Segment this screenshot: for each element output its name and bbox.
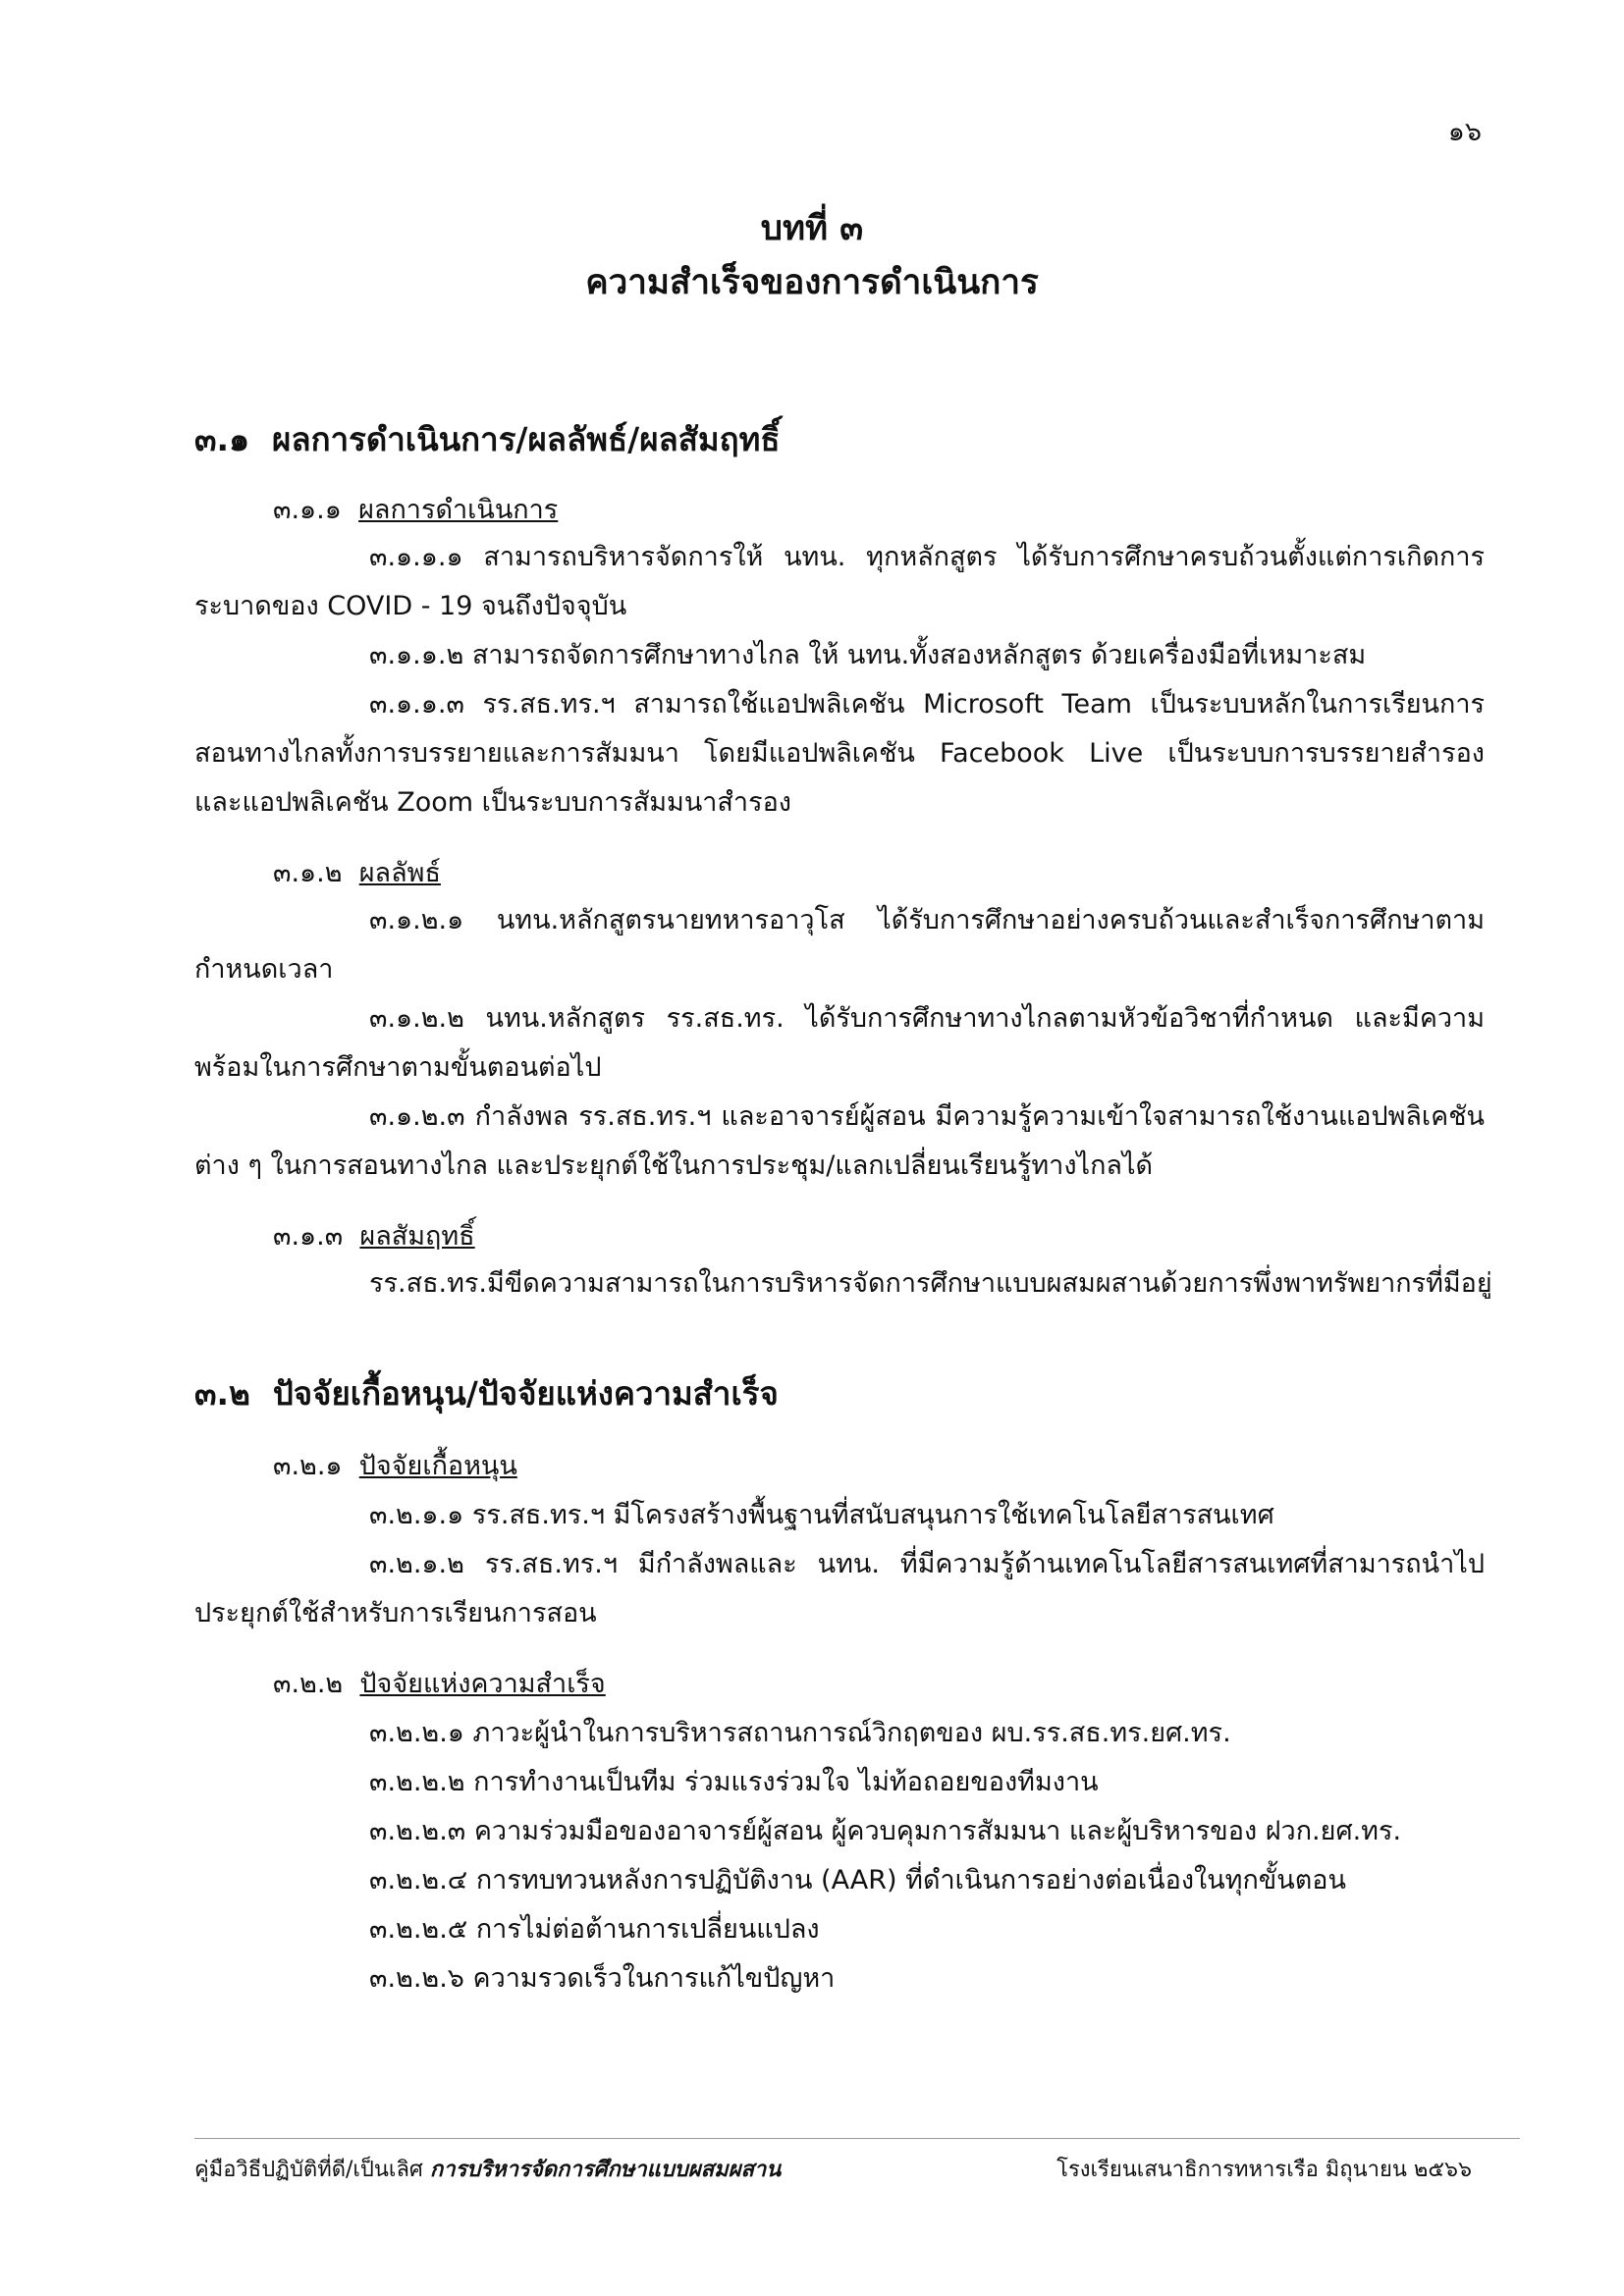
chapter-title: บทที่ ๓	[760, 209, 864, 248]
footer-left	[194, 2152, 781, 2186]
section-number: ๓.๑	[194, 420, 250, 458]
paragraph-line: ๓.๒.๑.๒ รร.สธ.ทร.ฯ มีกำลังพลและ นทน. ที่มีความรู้ด้านเทคโนโลยีสารสนเทศที่สามารถนำไป	[369, 1549, 1485, 1579]
page-number: ๑๖	[1447, 117, 1482, 147]
subsection-3-2-2-heading	[273, 1665, 606, 1704]
paragraph-line: ๓.๑.๑.๑ สามารถบริหารจัดการให้ นทน. ทุกหลักสูตร ได้รับการศึกษาครบถ้วนตั้งแต่การเกิดการ	[369, 542, 1485, 572]
footer-left-emphasis: การบริหารจัดการศึกษาแบบผสมผสาน	[429, 2158, 782, 2182]
paragraph-line: กำหนดเวลา	[194, 954, 334, 985]
paragraph-line: ระบาดของ COVID - 19 จนถึงปัจจุบัน	[194, 591, 627, 621]
subsection-number: ๓.๑.๑	[273, 495, 342, 525]
subsection-number: ๓.๒.๒	[273, 1669, 344, 1699]
paragraph-line: ๓.๑.๑.๓ รร.สธ.ทร.ฯ สามารถใช้แอปพลิเคชัน Microsoft Team เป็นระบบหลักในการเรียนการ	[369, 689, 1485, 720]
paragraph-line: ประยุกต์ใช้สำหรับการเรียนการสอน	[194, 1598, 597, 1629]
subsection-3-1-1-heading	[273, 491, 558, 530]
list-item: ๓.๒.๒.๓ ความร่วมมือของอาจารย์ผู้สอน ผู้ควบคุมการสัมมนา และผู้บริหารของ ฝวก.ยศ.ทร.	[369, 1816, 1402, 1846]
list-item: ๓.๒.๒.๖ ความรวดเร็วในการแก้ไขปัญหา	[369, 1963, 836, 1994]
chapter-subtitle: ความสำเร็จของการดำเนินการ	[585, 263, 1039, 302]
subsection-number: ๓.๒.๑	[273, 1451, 343, 1481]
section-title: ผลการดำเนินการ/ผลลัพธ์/ผลสัมฤทธิ์	[272, 420, 781, 458]
list-item: ๓.๒.๒.๔ การทบทวนหลังการปฏิบัติงาน (AAR) ที่ดำเนินการอย่างต่อเนื่องในทุกขั้นตอน	[369, 1865, 1346, 1896]
footer-left-text: คู่มือวิธีปฏิบัติที่ดี/เป็นเลิศ	[194, 2158, 430, 2182]
subsection-number: ๓.๑.๒	[273, 858, 343, 888]
footer-divider	[194, 2138, 1520, 2139]
list-item: ๓.๒.๒.๕ การไม่ต่อต้านการเปลี่ยนแปลง	[369, 1914, 820, 1945]
section-title: ปัจจัยเกื้อหนุน/ปัจจัยแห่งความสำเร็จ	[272, 1374, 779, 1413]
subsection-3-2-1-heading	[273, 1447, 517, 1486]
section-3-1-heading	[194, 420, 781, 459]
subsection-title: ผลการดำเนินการ	[358, 495, 559, 525]
subsection-3-1-3-heading	[273, 1217, 475, 1256]
subsection-title: ผลสัมฤทธิ์	[359, 1221, 475, 1252]
paragraph-line: ต่าง ๆ ในการสอนทางไกล และประยุกต์ใช้ในการประชุม/แลกเปลี่ยนเรียนรู้ทางไกลได้	[194, 1150, 1154, 1181]
footer-right: โรงเรียนเสนาธิการทหารเรือ มิถุนายน ๒๕๖๖	[1056, 2158, 1472, 2182]
paragraph-line: ๓.๑.๑.๒ สามารถจัดการศึกษาทางไกล ให้ นทน.ทั้งสองหลักสูตร ด้วยเครื่องมือที่เหมาะสม	[369, 640, 1367, 670]
subsection-title: ปัจจัยแห่งความสำเร็จ	[359, 1669, 606, 1699]
section-3-2-heading	[194, 1374, 779, 1414]
subsection-3-1-2-heading	[273, 854, 441, 893]
subsection-title: ผลลัพธ์	[358, 858, 441, 888]
paragraph-line: รร.สธ.ทร.มีขีดความสามารถในการบริหารจัดการศึกษาแบบผสมผสานด้วยการพึ่งพาทรัพยากรที่มีอยู่	[369, 1268, 1492, 1299]
paragraph-line: พร้อมในการศึกษาตามขั้นตอนต่อไป	[194, 1052, 602, 1083]
list-item: ๓.๒.๒.๑ ภาวะผู้นำในการบริหารสถานการณ์วิกฤตของ ผบ.รร.สธ.ทร.ยศ.ทร.	[369, 1718, 1231, 1748]
paragraph-line: สอนทางไกลทั้งการบรรยายและการสัมมนา โดยมีแอปพลิเคชัน Facebook Live เป็นระบบการบรรยายสำรอง	[194, 738, 1485, 769]
subsection-title: ปัจจัยเกื้อหนุน	[358, 1451, 517, 1481]
paragraph-line: ๓.๑.๒.๑ นทน.หลักสูตรนายทหารอาวุโส ได้รับการศึกษาอย่างครบถ้วนและสำเร็จการศึกษาตาม	[369, 905, 1485, 935]
paragraph-line: และแอปพลิเคชัน Zoom เป็นระบบการสัมมนาสำรอง	[194, 787, 791, 818]
paragraph-line: ๓.๒.๑.๑ รร.สธ.ทร.ฯ มีโครงสร้างพื้นฐานที่สนับสนุนการใช้เทคโนโลยีสารสนเทศ	[369, 1500, 1274, 1530]
paragraph-line: ๓.๑.๒.๒ นทน.หลักสูตร รร.สธ.ทร. ได้รับการศึกษาทางไกลตามหัวข้อวิชาที่กำหนด และมีความ	[369, 1003, 1485, 1034]
section-number: ๓.๒	[194, 1374, 250, 1413]
list-item: ๓.๒.๒.๒ การทำงานเป็นทีม ร่วมแรงร่วมใจ ไม่ท้อถอยของทีมงาน	[369, 1767, 1099, 1797]
subsection-number: ๓.๑.๓	[273, 1221, 344, 1252]
paragraph-line: ๓.๑.๒.๓ กำลังพล รร.สธ.ทร.ฯ และอาจารย์ผู้สอน มีความรู้ความเข้าใจสามารถใช้งานแอปพลิเคชัน	[369, 1101, 1485, 1132]
